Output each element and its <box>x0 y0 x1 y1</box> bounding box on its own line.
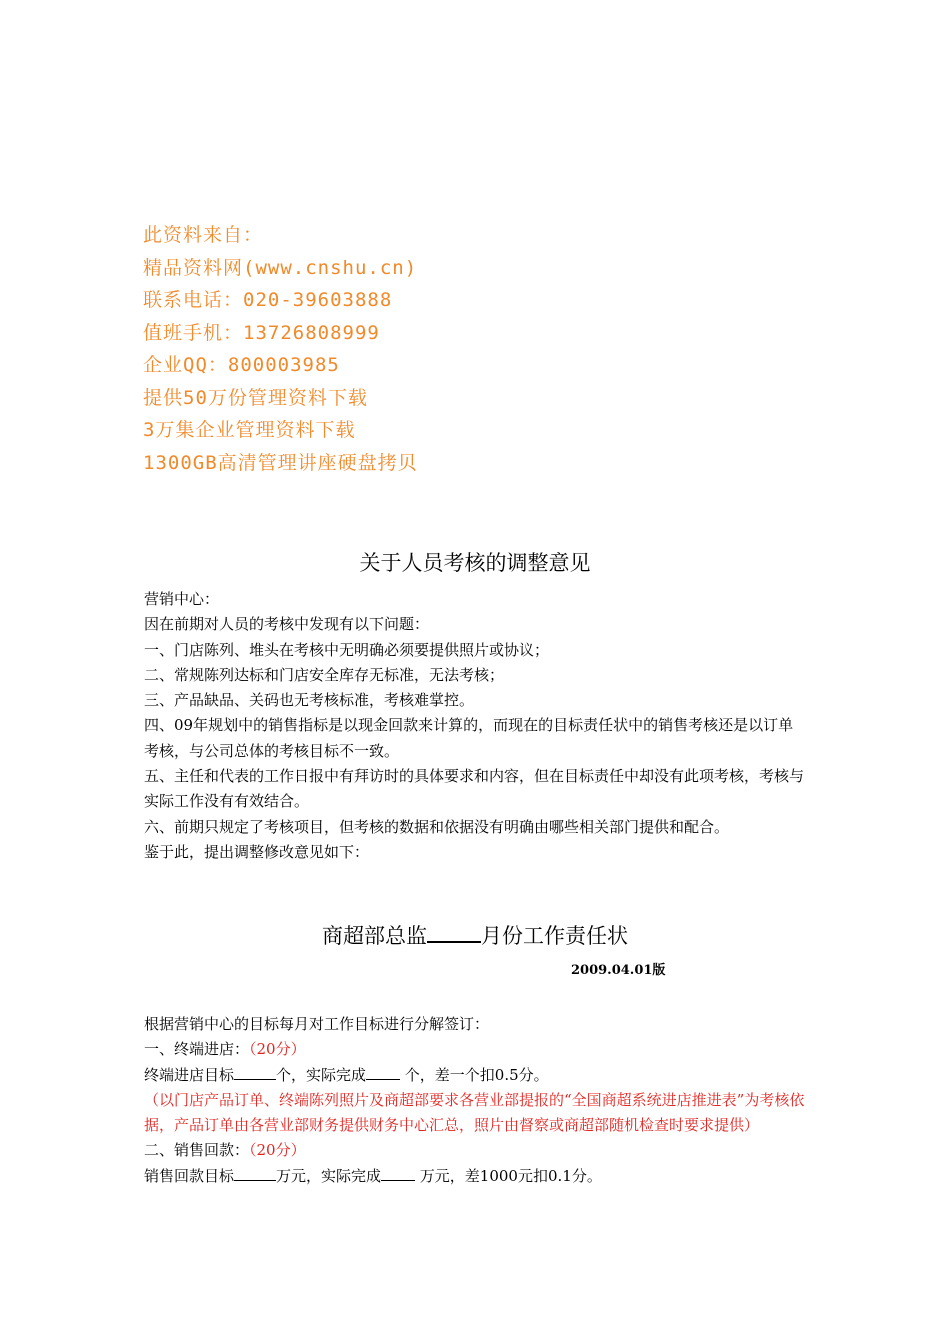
doc2-title-prefix: 商超部总监 <box>322 924 427 948</box>
ad-line-offer-1: 提供50万份管理资料下载 <box>143 386 368 409</box>
doc1-body <box>144 587 806 865</box>
section-1-target-label: 终端进店目标 <box>144 1065 235 1084</box>
section-2-penalty: 万元，差1000元扣0.1分。 <box>415 1166 602 1185</box>
ad-line-source: 此资料来自： <box>143 224 264 246</box>
section-1-actual-label: 个，实际完成 <box>276 1065 367 1084</box>
doc1-item-3: 三、产品缺品、关码也无考核标准，考核难掌控。 <box>144 691 475 710</box>
doc1-conclusion: 鉴于此，提出调整修改意见如下： <box>144 842 370 861</box>
doc1-addressee: 营销中心： <box>144 590 220 608</box>
doc2-title <box>0 922 950 950</box>
section-1-actual-blank <box>366 1063 400 1080</box>
month-blank <box>427 923 481 943</box>
doc1-intro: 因在前期对人员的考核中发现有以下问题： <box>144 615 430 634</box>
doc1-title: 关于人员考核的调整意见 <box>359 551 591 575</box>
ad-line-qq: 企业QQ：800003985 <box>143 354 340 376</box>
doc1-item-4: 四、09年规划中的销售指标是以现金回款来计算的，而现在的目标责任状中的销售考核还是以订单考核，与公司总体的考核目标不一致。 <box>144 716 794 760</box>
section-2-target-blank <box>234 1164 276 1181</box>
section-1-note: （以门店产品订单、终端陈列照片及商超部要求各营业部提报的“全国商超系统进店推进表”为考核依据，产品订单由各营业部财务提供财务中心汇总，照片由督察或商超部随机检查时要求提供） <box>144 1090 805 1135</box>
ad-line-phone: 联系电话：020-39603888 <box>143 289 393 311</box>
section-2-target-label: 销售回款目标 <box>144 1166 235 1185</box>
section-2-actual-blank <box>381 1164 415 1181</box>
section-1-label: 一、终端进店： <box>144 1040 250 1059</box>
section-1-penalty: 个，差一个扣0.5分。 <box>400 1065 549 1084</box>
ad-line-mobile: 值班手机：13726808999 <box>143 321 380 344</box>
doc2-intro: 根据营销中心的目标每月对工作目标进行分解签订： <box>144 1015 490 1033</box>
doc2-title-suffix: 月份工作责任状 <box>481 924 628 948</box>
section-2-line <box>144 1164 806 1189</box>
section-2-actual-label: 万元，实际完成 <box>276 1166 382 1185</box>
doc1-item-6: 六、前期只规定了考核项目，但考核的数据和依据没有明确由哪些相关部门提供和配合。 <box>144 817 730 836</box>
doc2-body <box>144 1012 806 1189</box>
ad-line-offer-2: 3万集企业管理资料下载 <box>143 419 356 441</box>
section-1-line <box>144 1063 806 1088</box>
ad-line-website: 精品资料网(www.cnshu.cn) <box>143 256 418 279</box>
section-2-heading <box>144 1138 806 1163</box>
section-2-label: 二、销售回款： <box>144 1141 250 1160</box>
doc2-version: 2009.04.01版 <box>571 963 666 978</box>
section-1-score: （20分） <box>249 1040 306 1059</box>
source-ad-block <box>143 219 418 479</box>
doc1-item-2: 二、常规陈列达标和门店安全库存无标准，无法考核； <box>144 665 505 684</box>
doc1-item-1: 一、门店陈列、堆头在考核中无明确必须要提供照片或协议； <box>144 640 550 659</box>
section-1-heading <box>144 1037 806 1062</box>
section-2-score: （20分） <box>249 1141 306 1160</box>
section-1-target-blank <box>234 1063 276 1080</box>
ad-line-offer-3: 1300GB高清管理讲座硬盘拷贝 <box>143 451 418 474</box>
doc1-item-5: 五、主任和代表的工作日报中有拜访时的具体要求和内容，但在目标责任中却没有此项考核，考核与实际工作没有有效结合。 <box>144 767 805 811</box>
